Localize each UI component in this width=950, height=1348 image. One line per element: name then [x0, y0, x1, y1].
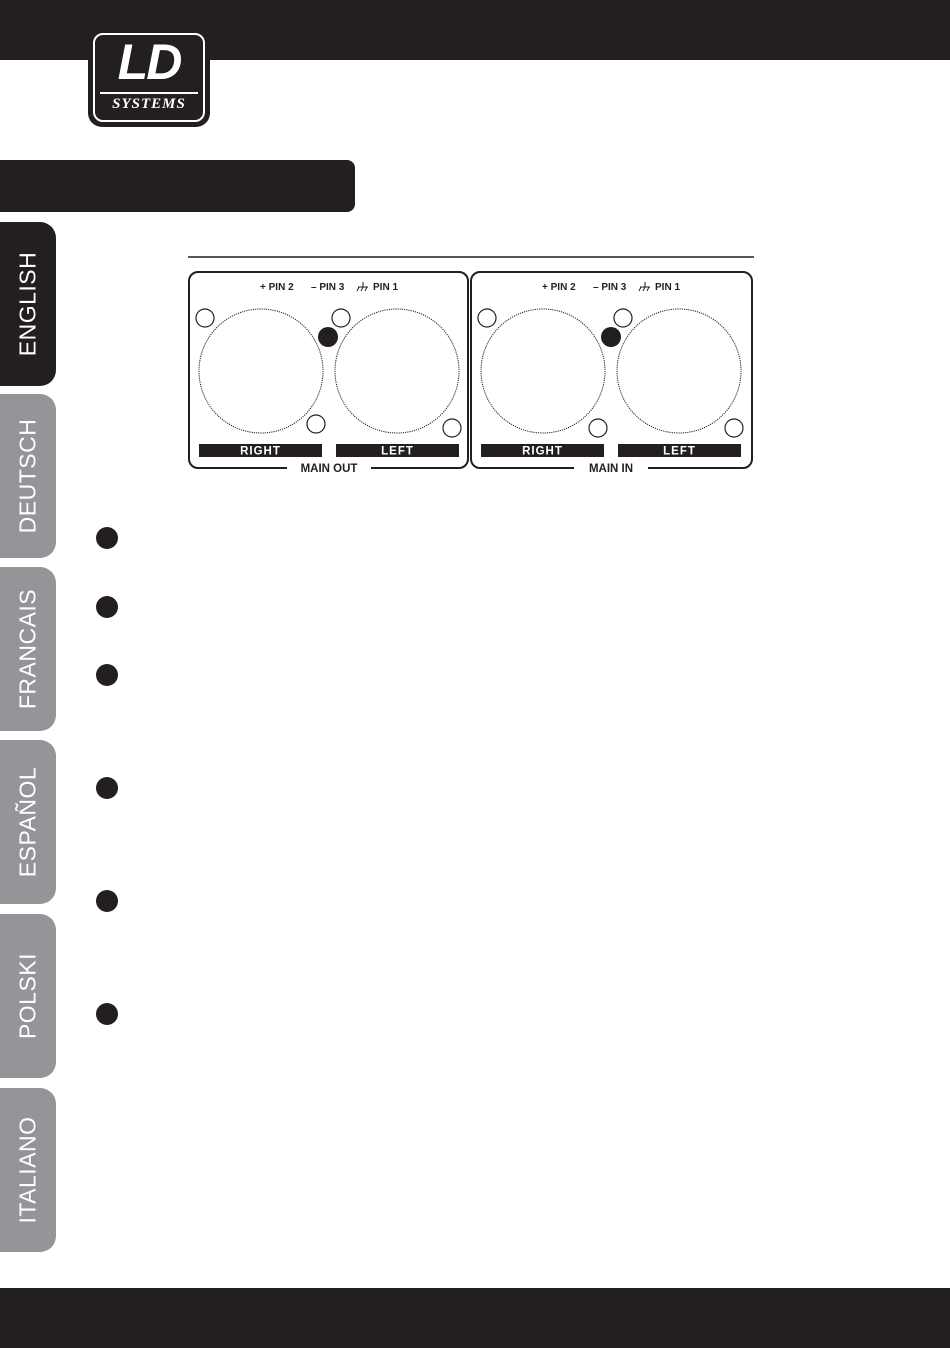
tab-francais-label: FRANCAIS — [14, 588, 41, 710]
ground-icon — [357, 282, 368, 291]
tab-deutsch-label: DEUTSCH — [14, 418, 41, 534]
main-out-pin2-label: + PIN 2 — [260, 282, 294, 293]
screw-hole-icon — [478, 309, 496, 327]
main-in-pin3-label: – PIN 3 — [593, 282, 627, 293]
tab-italiano[interactable] — [0, 1088, 56, 1252]
main-in-pin1-label: PIN 1 — [655, 282, 681, 293]
screw-hole-icon — [307, 415, 325, 433]
main-in-left-label: LEFT — [663, 445, 696, 458]
tab-espanol-label: ESPAÑOL — [14, 766, 41, 878]
xlr-left-socket-icon — [335, 309, 459, 433]
ground-icon — [639, 282, 650, 291]
xlr-right-socket-icon — [481, 309, 605, 433]
screw-hole-icon — [614, 309, 632, 327]
socket-latch-icon — [601, 327, 621, 347]
tab-italiano-label: ITALIANO — [14, 1116, 41, 1224]
bullet-marker-2 — [96, 596, 118, 618]
main-in-title: MAIN IN — [588, 463, 634, 475]
tab-deutsch[interactable] — [0, 394, 56, 558]
tab-polski[interactable] — [0, 914, 56, 1078]
connector-panel-diagram — [186, 254, 756, 476]
main-in-panel — [471, 272, 752, 475]
screw-hole-icon — [196, 309, 214, 327]
logo-ld-text: LD — [117, 34, 181, 90]
screw-hole-icon — [443, 419, 461, 437]
tab-english[interactable] — [0, 222, 56, 386]
main-out-left-label: LEFT — [381, 445, 414, 458]
main-in-right-label: RIGHT — [522, 445, 563, 458]
tab-espanol[interactable] — [0, 740, 56, 904]
bullet-marker-1 — [96, 527, 118, 549]
xlr-left-socket-icon — [617, 309, 741, 433]
tab-polski-label: POLSKI — [14, 952, 41, 1040]
tab-english-label: ENGLISH — [14, 251, 41, 357]
tab-francais[interactable] — [0, 567, 56, 731]
main-out-pin3-label: – PIN 3 — [311, 282, 345, 293]
section-title-bar — [0, 160, 355, 212]
screw-hole-icon — [589, 419, 607, 437]
screw-hole-icon — [725, 419, 743, 437]
main-out-panel — [189, 272, 468, 475]
screw-hole-icon — [332, 309, 350, 327]
main-out-right-label: RIGHT — [240, 445, 281, 458]
socket-latch-icon — [318, 327, 338, 347]
footer-bar — [0, 1288, 950, 1348]
ld-systems-logo — [88, 28, 210, 127]
main-out-pin1-label: PIN 1 — [373, 282, 399, 293]
bullet-marker-3 — [96, 664, 118, 686]
bullet-marker-5 — [96, 890, 118, 912]
bullet-marker-6 — [96, 1003, 118, 1025]
bullet-marker-4 — [96, 777, 118, 799]
logo-systems-text: SYSTEMS — [112, 96, 186, 112]
logo-divider — [100, 92, 198, 94]
xlr-right-socket-icon — [199, 309, 323, 433]
main-in-pin2-label: + PIN 2 — [542, 282, 576, 293]
main-out-title: MAIN OUT — [300, 463, 358, 475]
